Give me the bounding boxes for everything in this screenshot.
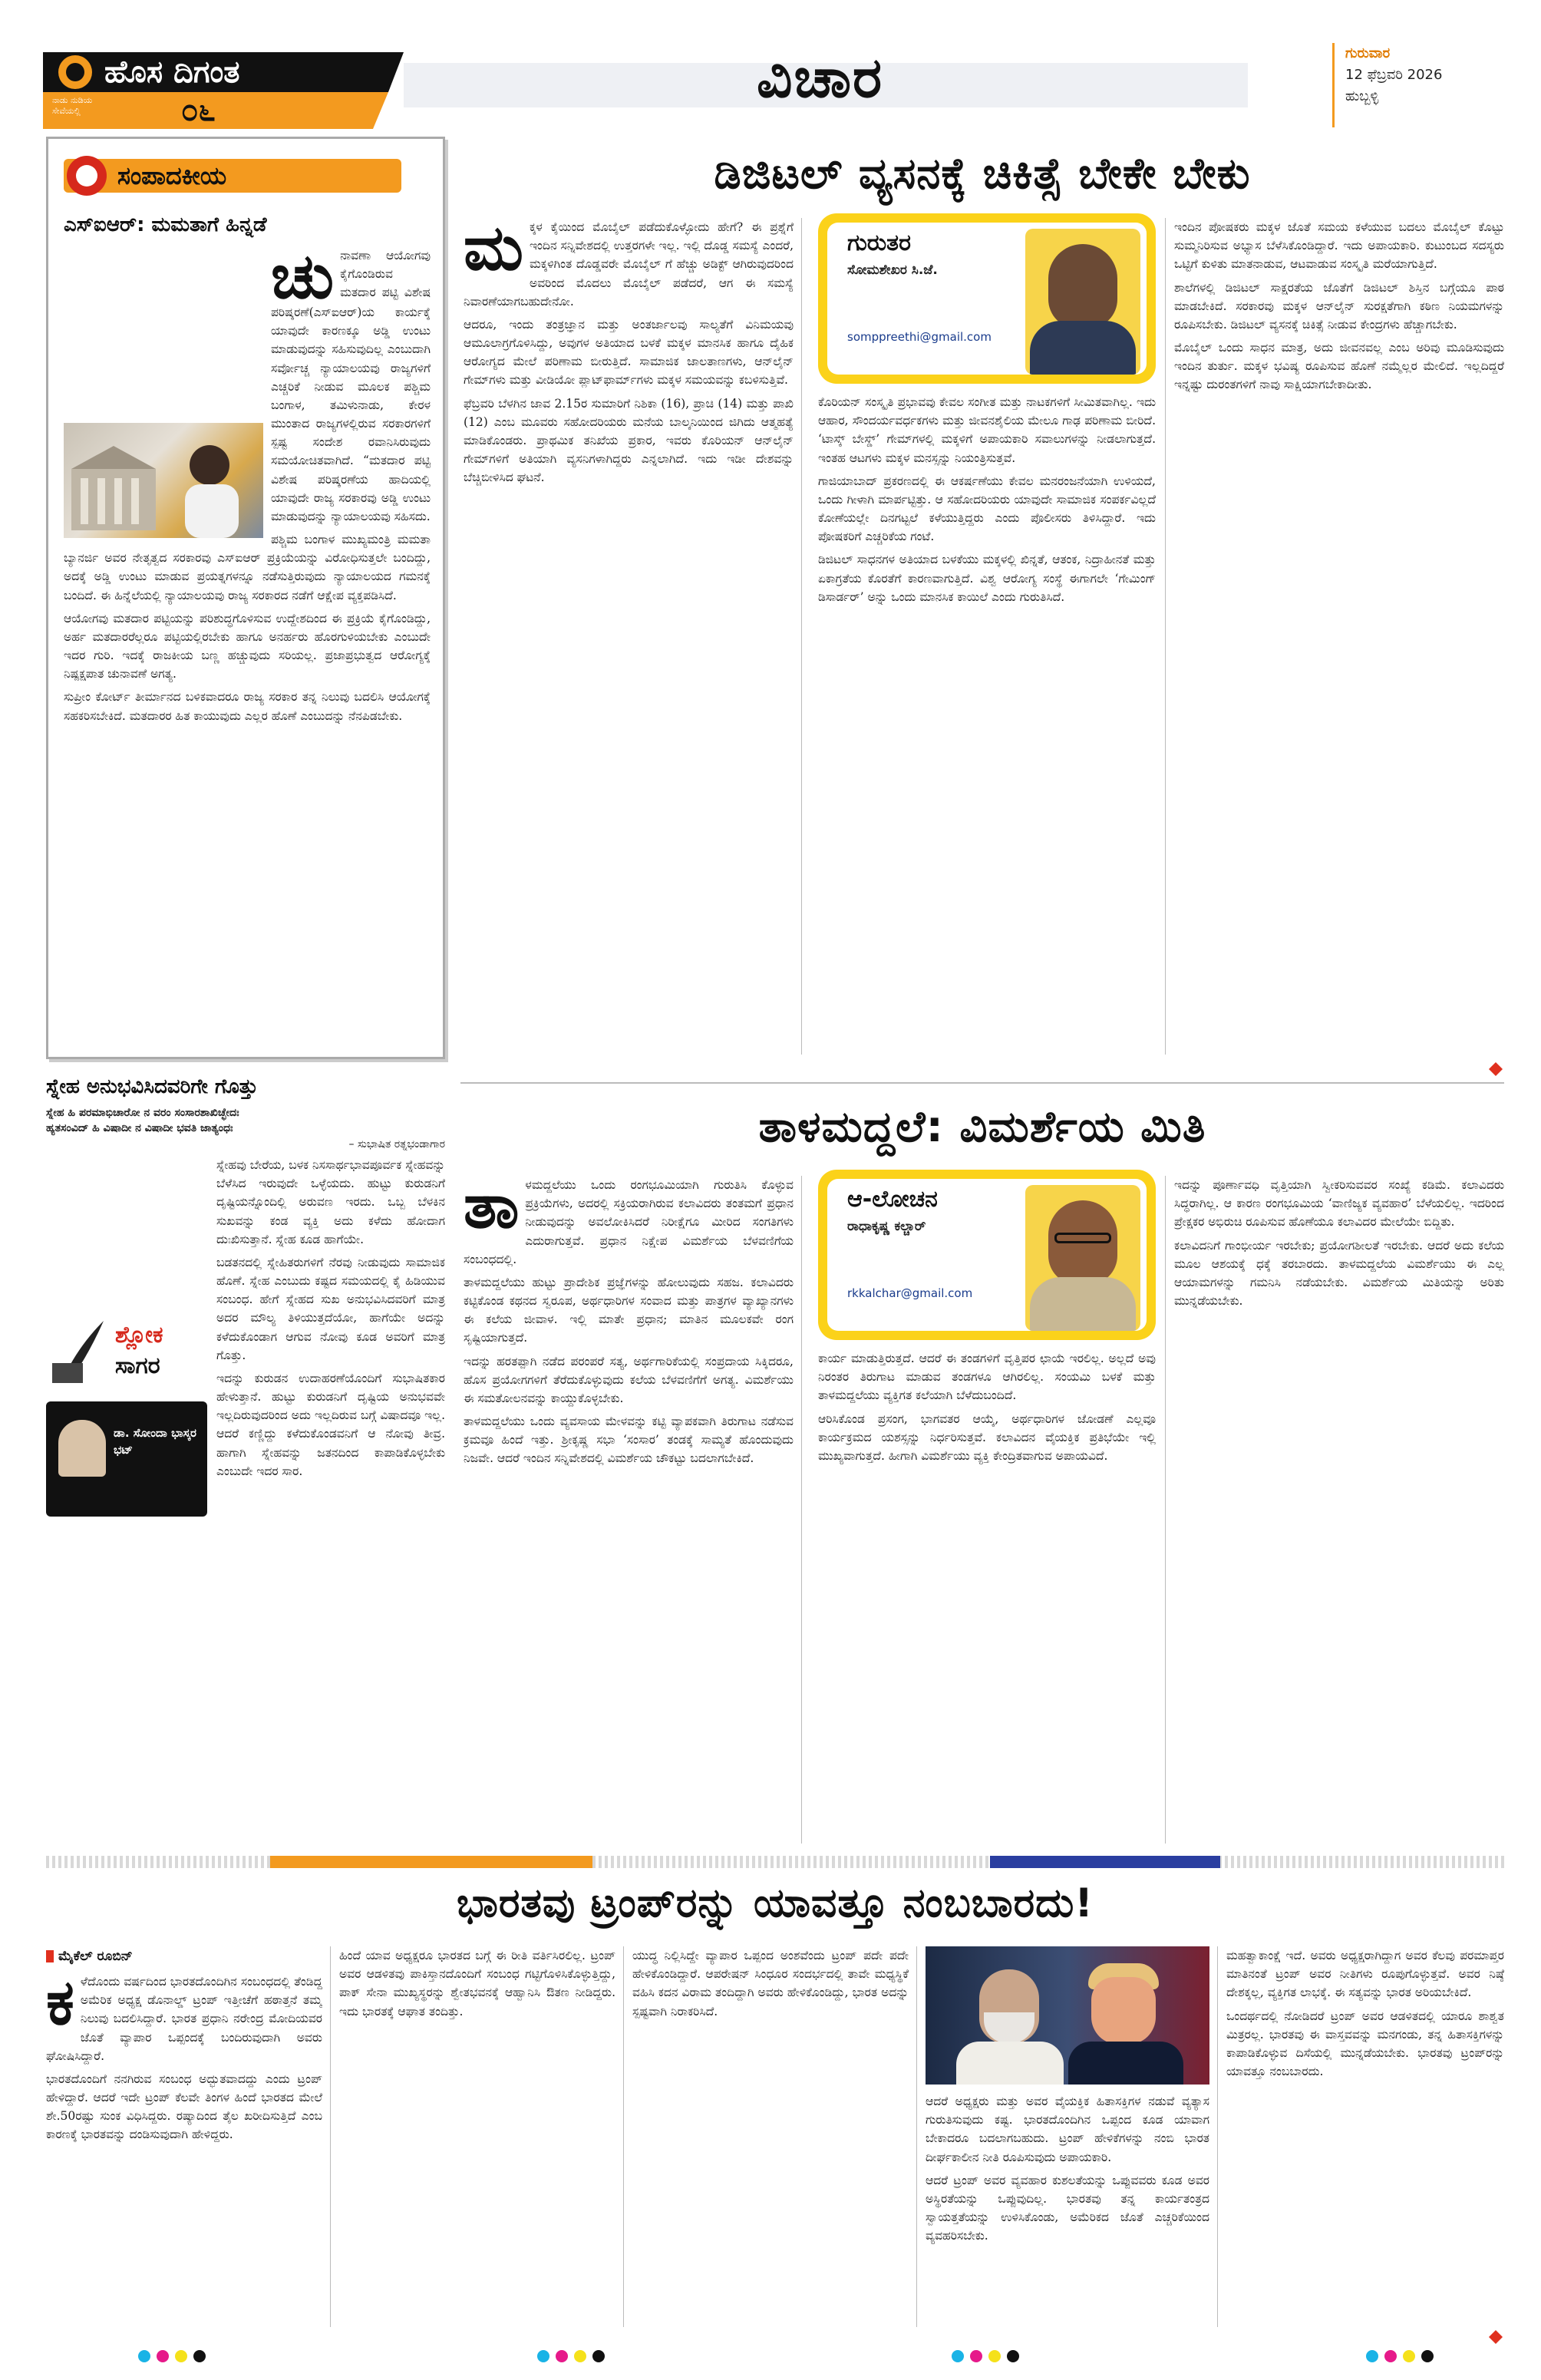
city-label: ಹುಬ್ಬಳ್ಳಿ	[1345, 88, 1379, 104]
article3-paragraph: ಹಿಂದೆ ಯಾವ ಅಧ್ಯಕ್ಷರೂ ಭಾರತದ ಬಗ್ಗೆ ಈ ರೀತಿ ವರ್ತಿಸಿರಲಿಲ್ಲ. ಟ್ರಂಪ್ ಅವರ ಆಡಳಿತವು ಪಾಕಿಸ್ತಾನದೊಂದಿಗೆ ಸಂಬಂಧ ಗಟ್ಟಿಗೊಳಿಸಿಕೊಳ್ಳುತ್ತಿದ್ದು, ಪಾಕ್ ಸೇನಾ ಮುಖ್ಯಸ್ಥರನ್ನು ಶ್ವೇತಭವನಕ್ಕೆ ಆಹ್ವಾನಿಸಿ ಔತಣ ನೀಡಿದ್ದರು. ಇದು ಭಾರತಕ್ಕೆ ಆಘಾತ ತಂದಿತ್ತು.	[339, 1949, 615, 2019]
article1-column-name: ಗುರುತರ	[847, 229, 911, 256]
logo-tagline: ನಾಡು ನುಡಿಯ ಸೇವೆಯಲ್ಲಿ	[52, 95, 93, 116]
article1-headline: ಡಿಜಿಟಲ್ ವ್ಯಸನಕ್ಕೆ ಚಿಕಿತ್ಸೆ ಬೇಕೇ ಬೇಕು	[714, 149, 1251, 199]
article3-paragraph: ಮಹತ್ವಾಕಾಂಕ್ಷೆ ಇದೆ. ಅವರು ಅಧ್ಯಕ್ಷರಾಗಿದ್ದಾಗ ಅವರ ಕೆಲವು ಪರಮಾಪ್ತರ ಮಾತಿನಂತೆ ಟ್ರಂಪ್ ಅವರ ನೀತಿಗಳು ರೂಪುಗೊಳ್ಳುತ್ತವೆ. ಅವರ ನಿಷ್ಠೆ ದೇಶಕ್ಕಲ್ಲ, ವ್ಯಕ್ತಿಗತ ಲಾಭಕ್ಕೆ. ಈ ಸತ್ಯವನ್ನು ಭಾರತ ಅರಿಯಬೇಕಿದೆ.	[1226, 1949, 1504, 2000]
article3-column-2	[339, 1946, 615, 2327]
poem-paragraph: ಇದನ್ನು ಕುರುಡನ ಉದಾಹರಣೆಯೊಂದಿಗೆ ಸುಭಾಷಿತಕಾರ ಹೇಳುತ್ತಾನೆ. ಹುಟ್ಟು ಕುರುಡನಿಗೆ ದೃಷ್ಟಿಯ ಅನುಭವವೇ ಇಲ್ಲದಿರುವುದರಿಂದ ಅದು ಇಲ್ಲದಿರುವ ಬಗ್ಗೆ ವಿಷಾದವೂ ಇಲ್ಲ. ಆದರೆ ಕಣ್ಣಿದ್ದು ಕಳೆದುಕೊಂಡವನಿಗೆ ಆ ನೋವು ತೀವ್ರ. ಹಾಗಾಗಿ ಸ್ನೇಹವನ್ನು ಜತನದಿಂದ ಕಾಪಾಡಿಕೊಳ್ಳಬೇಕು ಎಂಬುದೇ ಇದರ ಸಾರ.	[216, 1371, 445, 1478]
poem-column-name-2: ಸಾಗರ	[115, 1352, 160, 1379]
author-marker-icon	[46, 1950, 54, 1962]
reg-dot-cyan	[537, 2350, 549, 2362]
court-building-illustration	[64, 423, 263, 538]
reg-dot-magenta	[157, 2350, 169, 2362]
quill-ink-icon	[46, 1317, 107, 1386]
article1-paragraph: ಡಿಜಿಟಲ್ ಸಾಧನಗಳ ಅತಿಯಾದ ಬಳಕೆಯು ಮಕ್ಕಳಲ್ಲಿ ಖಿನ್ನತೆ, ಆತಂಕ, ನಿದ್ರಾಹೀನತೆ ಮತ್ತು ಏಕಾಗ್ರತೆಯ ಕೊರತೆಗೆ ಕಾರಣವಾಗುತ್ತಿದೆ. ವಿಶ್ವ ಆರೋಗ್ಯ ಸಂಸ್ಥೆ ಈಗಾಗಲೇ ‘ಗೇಮಿಂಗ್ ಡಿಸಾರ್ಡರ್’ ಅನ್ನು ಒಂದು ಮಾನಸಿಕ ಕಾಯಿಲೆ ಎಂದು ಗುರುತಿಸಿದೆ.	[818, 553, 1156, 604]
poem-attribution: – ಸುಭಾಷಿತ ರತ್ನಭಂಡಾಗಾರ	[348, 1138, 445, 1150]
article1-paragraph: ಫೆಬ್ರವರಿ ಬೆಳಗಿನ ಜಾವ 2.15ರ ಸುಮಾರಿಗೆ ನಿಶಿಕಾ (16), ಪ್ರಾಚಿ (14) ಮತ್ತು ಪಾಖಿ (12) ಎಂಬ ಮೂವರು ಸಹೋದರಿಯರು ಮನೆಯ ಬಾಲ್ಕನಿಯಿಂದ ಜಿಗಿದು ಆತ್ಮಹತ್ಯೆ ಮಾಡಿಕೊಂಡರು. ಪ್ರಾಥಮಿಕ ತನಿಖೆಯ ಪ್ರಕಾರ, ಇವರು ಕೊರಿಯನ್ ಆನ್‌ಲೈನ್ ಗೇಮ್‌ಗಳಿಗೆ ಅತಿಯಾಗಿ ವ್ಯಸನಿಗಳಾಗಿದ್ದರು ಎನ್ನಲಾಗಿದೆ. ಇದು ಇಡೀ ದೇಶವನ್ನು ಬೆಚ್ಚಿಬೀಳಿಸಿದ ಘಟನೆ.	[464, 396, 794, 485]
article2-column-3	[1174, 1176, 1504, 1844]
reg-dot-yellow	[1403, 2350, 1415, 2362]
registration-marks-center-left	[537, 2350, 614, 2365]
author-shirt	[1030, 321, 1136, 375]
leader-1-body	[956, 2042, 1064, 2085]
column-divider	[1217, 1946, 1218, 2327]
article1-paragraph: ಇಂದಿನ ಪೋಷಕರು ಮಕ್ಕಳ ಜೊತೆ ಸಮಯ ಕಳೆಯುವ ಬದಲು ಮೊಬೈಲ್ ಕೊಟ್ಟು ಸುಮ್ಮನಿರಿಸುವ ಅಭ್ಯಾಸ ಬೆಳೆಸಿಕೊಂಡಿದ್ದಾರೆ. ಇದು ಅಪಾಯಕಾರಿ. ಕುಟುಂಬದ ಸದಸ್ಯರು ಒಟ್ಟಿಗೆ ಕುಳಿತು ಮಾತನಾಡುವ, ಆಟವಾಡುವ ಸಂಸ್ಕೃತಿ ಮರೆಯಾಗುತ್ತಿದೆ.	[1174, 220, 1504, 272]
article3-paragraph: ಆದರೆ ಅಧ್ಯಕ್ಷರು ಮತ್ತು ಅವರ ವೈಯಕ್ತಿಕ ಹಿತಾಸಕ್ತಿಗಳ ನಡುವೆ ವ್ಯತ್ಯಾಸ ಗುರುತಿಸುವುದು ಕಷ್ಟ. ಭಾರತದೊಂದಿಗಿನ ಒಪ್ಪಂದ ಕೂಡ ಯಾವಾಗ ಬೇಕಾದರೂ ಬದಲಾಗಬಹುದು. ಟ್ರಂಪ್ ಹೇಳಿಕೆಗಳನ್ನು ನಂಬಿ ಭಾರತ ದೀರ್ಘಕಾಲೀನ ನೀತಿ ರೂಪಿಸುವುದು ಅಪಾಯಕಾರಿ.	[926, 2094, 1209, 2164]
poem-author-name: ಡಾ. ಸೋಂದಾ ಭಾಸ್ಕರ ಭಟ್	[114, 1426, 196, 1457]
article3-photo	[926, 1946, 1209, 2085]
section-color-bar	[46, 1856, 1504, 1868]
day-label: ಗುರುವಾರ	[1345, 45, 1391, 61]
leader-2-body	[1068, 2042, 1183, 2085]
article1-paragraph: ಕೊರಿಯನ್ ಸಂಸ್ಕೃತಿ ಪ್ರಭಾವವು ಕೇವಲ ಸಂಗೀತ ಮತ್ತು ನಾಟಕಗಳಿಗೆ ಸೀಮಿತವಾಗಿಲ್ಲ. ಇದು ಆಹಾರ, ಸೌಂದರ್ಯವರ್ಧಕಗಳು ಮತ್ತು ಜೀವನಶೈಲಿಯ ಮೇಲೂ ಗಾಢ ಪರಿಣಾಮ ಬೀರಿದೆ. ‘ಟಾಸ್ಕ್ ಬೇಸ್ಡ್’ ಗೇಮ್‌ಗಳಲ್ಲಿ ಮಕ್ಕಳಿಗೆ ಅಪಾಯಕಾರಿ ಸವಾಲುಗಳನ್ನು ನೀಡಲಾಗುತ್ತದೆ. ಇಂತಹ ಆಟಗಳು ಮಕ್ಕಳ ಮನಸ್ಸನ್ನು ನಿಯಂತ್ರಿಸುತ್ತವೆ.	[818, 395, 1156, 465]
poem-column-badge	[46, 1317, 207, 1524]
logo-text: ಹೊಸ ದಿಗಂತ	[104, 54, 240, 90]
reg-dot-yellow	[988, 2350, 1001, 2362]
registration-marks-right	[1366, 2350, 1443, 2365]
article3-headline: ಭಾರತವು ಟ್ರಂಪ್‌ರನ್ನು ಯಾವತ್ತೂ ನಂಬಬಾರದು!	[456, 1880, 1094, 1926]
editorial-dropcap: ಚು	[271, 246, 335, 313]
article1-dropcap: ಮ	[464, 218, 523, 285]
page-number: ೦೬	[181, 93, 216, 128]
article2-headline: ತಾಳಮದ್ದಲೆ: ವಿಮರ್ಶೆಯ ಮಿತಿ	[758, 1102, 1206, 1152]
article3-author-name: ಮೈಕೆಲ್ ರೂಬಿನ್	[58, 1949, 133, 1964]
article1-author-name: ಸೋಮಶೇಖರ ಸಿ.ಜೆ.	[847, 262, 938, 278]
leader-2-head	[1091, 1977, 1156, 2045]
article1-author-photo	[1025, 229, 1140, 375]
article1-column-2	[818, 393, 1156, 1055]
article2-author-email: rkkalchar@gmail.com	[847, 1286, 973, 1300]
article3-column-4	[926, 2092, 1209, 2327]
author-shirt	[1030, 1277, 1136, 1331]
editorial-badge-text: ಸಂಪಾದಕೀಯ	[117, 161, 227, 190]
article3-paragraph: ಆದರೆ ಟ್ರಂಪ್ ಅವರ ವ್ಯವಹಾರ ಕುಶಲತೆಯನ್ನು ಒಪ್ಪುವವರು ಕೂಡ ಅವರ ಅಸ್ಥಿರತೆಯನ್ನು ಒಪ್ಪುವುದಿಲ್ಲ. ಭಾರತವು ತನ್ನ ಕಾರ್ಯತಂತ್ರದ ಸ್ವಾಯತ್ತತೆಯನ್ನು ಉಳಿಸಿಕೊಂಡು, ಅಮೆರಿಕದ ಜೊತೆ ಎಚ್ಚರಿಕೆಯಿಂದ ವ್ಯವಹರಿಸಬೇಕು.	[926, 2173, 1209, 2243]
reg-dot-cyan	[138, 2350, 150, 2362]
reg-dot-black	[592, 2350, 605, 2362]
editorial-paragraph: ಸುಪ್ರೀಂ ಕೋರ್ಟ್ ತೀರ್ಮಾನದ ಬಳಿಕವಾದರೂ ರಾಜ್ಯ ಸರಕಾರ ತನ್ನ ನಿಲುವು ಬದಲಿಸಿ ಆಯೋಗಕ್ಕೆ ಸಹಕರಿಸಬೇಕಿದೆ. ಮತದಾರರ ಹಿತ ಕಾಯುವುದು ಎಲ್ಲರ ಹೊಣೆ ಎಂಬುದನ್ನು ನೆನಪಿಡಬೇಕು.	[64, 690, 431, 723]
reg-dot-black	[1007, 2350, 1019, 2362]
article2-paragraph: ಇದನ್ನು ಹರತಪ್ಪಾಗಿ ನಡೆದ ಪರಂಪರೆ ಸತ್ಯ, ಅರ್ಥಗಾರಿಕೆಯಲ್ಲಿ ಸಂಪ್ರದಾಯ ಸಿಕ್ಕಿದರೂ, ಹೊಸ ಪ್ರಯೋಗಗಳಿಗೆ ತೆರೆದುಕೊಳ್ಳುವುದು ಕಲೆಯ ಬೆಳವಣಿಗೆಗೆ ಅಗತ್ಯ. ವಿಮರ್ಶೆಯು ಈ ಸಮತೋಲನವನ್ನು ಕಾಯ್ದುಕೊಳ್ಳಬೇಕು.	[464, 1354, 794, 1405]
end-diamond-icon	[1489, 1062, 1503, 1076]
reg-dot-cyan	[1366, 2350, 1378, 2362]
column-divider	[801, 1176, 802, 1844]
column-divider	[330, 1946, 331, 2327]
article2-column-name: ಆ-ಲೋಚನ	[847, 1186, 938, 1213]
poem-quote-2: ಹ್ಯತಸಂವಿದ್ ಹಿ ವಿಷಾದೀ ನ ವಿಷಾದೀ ಭವತಿ ಜಾತ್ಯಂಧಃ	[46, 1122, 233, 1134]
article2-dropcap: ತಾ	[464, 1176, 520, 1243]
editorial-headline: ಎಸ್ಐಆರ್: ಮಮತಾಗೆ ಹಿನ್ನಡೆ	[64, 213, 267, 236]
article1-paragraph: ಗಾಜಿಯಾಬಾದ್ ಪ್ರಕರಣದಲ್ಲಿ ಈ ಆಕರ್ಷಣೆಯು ಕೇವಲ ಮನರಂಜನೆಯಾಗಿ ಉಳಿಯದೆ, ಒಂದು ಗೀಳಾಗಿ ಮಾರ್ಪಟ್ಟಿತ್ತು. ಆ ಸಹೋದರಿಯರು ಯಾವುದೇ ಸಾಮಾಜಿಕ ಸಂಪರ್ಕವಿಲ್ಲದೆ ಕೋಣೆಯಲ್ಲೇ ದಿನಗಟ್ಟಲೆ ಕಳೆಯುತ್ತಿದ್ದರು ಎಂದು ಪೊಲೀಸರು ತಿಳಿಸಿದ್ದಾರೆ. ಇದು ಪೋಷಕರಿಗೆ ಎಚ್ಚರಿಕೆಯ ಗಂಟೆ.	[818, 474, 1156, 544]
color-bar-orange	[270, 1856, 592, 1868]
article1-author-bubble	[818, 213, 1156, 384]
reg-dot-cyan	[952, 2350, 964, 2362]
article2-paragraph: ಆರಿಸಿಕೊಂಡ ಪ್ರಸಂಗ, ಭಾಗವತರ ಆಯ್ಕೆ, ಅರ್ಥಧಾರಿಗಳ ಜೋಡಣೆ ಎಲ್ಲವೂ ಕಾರ್ಯಕ್ರಮದ ಯಶಸ್ಸನ್ನು ನಿರ್ಧರಿಸುತ್ತವೆ. ಕಲಾವಿದನ ವೈಯಕ್ತಿಕ ಪ್ರತಿಭೆಯೇ ಇಲ್ಲಿ ಮುಖ್ಯವಾಗುತ್ತದೆ. ಹೀಗಾಗಿ ವಿಮರ್ಶೆಯು ವ್ಯಕ್ತಿ ಕೇಂದ್ರಿತವಾಗುವ ಅಪಾಯವಿದೆ.	[818, 1411, 1156, 1463]
poem-author-photo	[46, 1401, 207, 1517]
logo-block	[43, 45, 404, 129]
article2-column-1	[464, 1176, 794, 1844]
article3-column-5	[1226, 1946, 1504, 2327]
article1-column-1	[464, 218, 794, 1055]
column-divider	[623, 1946, 624, 2327]
article2-author-bubble	[818, 1170, 1156, 1340]
article3-paragraph: ಒಂದರ್ಥದಲ್ಲಿ ನೋಡಿದರೆ ಟ್ರಂಪ್ ಅವರ ಆಡಳಿತದಲ್ಲಿ ಯಾರೂ ಶಾಶ್ವತ ಮಿತ್ರರಲ್ಲ. ಭಾರತವು ಈ ವಾಸ್ತವವನ್ನು ಮನಗಂಡು, ತನ್ನ ಹಿತಾಸಕ್ತಿಗಳನ್ನು ಕಾಪಾಡಿಕೊಳ್ಳುವ ದಿಸೆಯಲ್ಲಿ ಮುನ್ನಡೆಯಬೇಕು. ಭಾರತವು ಟ್ರಂಪ್‌ರನ್ನು ಯಾವತ್ತೂ ನಂಬಬಾರದು.	[1226, 2009, 1504, 2079]
reg-dot-black	[1421, 2350, 1434, 2362]
article2-author-name: ರಾಧಾಕೃಷ್ಣ ಕಲ್ಚಾರ್	[847, 1219, 926, 1234]
reg-dot-yellow	[574, 2350, 586, 2362]
editorial-image	[64, 423, 263, 538]
editorial-body	[64, 246, 431, 1045]
column-divider	[1165, 1176, 1166, 1844]
article2-paragraph: ಳಮದ್ದಲೆಯು ಒಂದು ರಂಗಭೂಮಿಯಾಗಿ ಗುರುತಿಸಿ ಕೊಳ್ಳುವ ಪ್ರಕ್ರಿಯೆಗಳು, ಅದರಲ್ಲಿ ಸಕ್ರಿಯರಾಗಿರುವ ಕಲಾವಿದರು ತಂತಮಗೆ ಪ್ರಧಾನ ನೀಡುವುದನ್ನು ಅವಲೋಕಿಸಿದರೆ ನಿರೀಕ್ಷೆಗೂ ಮೀರಿದ ಸಂಗತಿಗಳು ಎದುರಾಗುತ್ತವೆ. ಪ್ರಧಾನ ನಿಕ್ಷೇಪ ವಿಮರ್ಶೆಯ ಬೆಳವಣಿಗೆಯ ಸಂಬಂಧದಲ್ಲಿ.	[464, 1178, 794, 1266]
editorial-paragraph: ಪಶ್ಚಿಮ ಬಂಗಾಳ ಮುಖ್ಯಮಂತ್ರಿ ಮಮತಾ ಬ್ಯಾನರ್ಜಿ ಅವರ ನೇತೃತ್ವದ ಸರಕಾರವು ಎಸ್ಐಆರ್ ಪ್ರಕ್ರಿಯೆಯನ್ನು ವಿರೋಧಿಸುತ್ತಲೇ ಬಂದಿದ್ದು, ಅದಕ್ಕೆ ಅಡ್ಡಿ ಉಂಟು ಮಾಡುವ ಪ್ರಯತ್ನಗಳನ್ನೂ ನಡೆಸುತ್ತಿರುವುದು ನ್ಯಾಯಾಲಯದ ಗಮನಕ್ಕೆ ಬಂದಿದೆ. ಈ ಹಿನ್ನೆಲೆಯಲ್ಲಿ ನ್ಯಾಯಾಲಯವು ರಾಜ್ಯ ಸರಕಾರದ ನಡೆಗೆ ಆಕ್ಷೇಪ ವ್ಯಕ್ತಪಡಿಸಿದೆ.	[64, 533, 431, 602]
registration-marks-left	[138, 2350, 215, 2365]
editorial-box	[46, 137, 445, 1059]
editorial-paragraph: ನಾವಣಾ ಆಯೋಗವು ಕೈಗೊಂಡಿರುವ ಮತದಾರ ಪಟ್ಟಿ ವಿಶೇಷ ಪರಿಷ್ಕರಣೆ(ಎಸ್ಐಆರ್)ಯ ಕಾರ್ಯಕ್ಕೆ ಯಾವುದೇ ಕಾರಣಕ್ಕೂ ಅಡ್ಡಿ ಉಂಟು ಮಾಡುವುದನ್ನು ಸಹಿಸುವುದಿಲ್ಲ ಎಂಬುದಾಗಿ ಸರ್ವೋಚ್ಚ ನ್ಯಾಯಾಲಯವು ರಾಜ್ಯಗಳಿಗೆ ಎಚ್ಚರಿಕೆ ನೀಡುವ ಮೂಲಕ ಪಶ್ಚಿಮ ಬಂಗಾಳ, ತಮಿಳುನಾಡು, ಕೇರಳ ಮುಂತಾದ ರಾಜ್ಯಗಳಲ್ಲಿರುವ ಸರಕಾರಗಳಿಗೆ ಸ್ಪಷ್ಟ ಸಂದೇಶ ರವಾನಿಸಿರುವುದು ಸಮಯೋಚಿತವಾಗಿದೆ. “ಮತದಾರ ಪಟ್ಟಿ ವಿಶೇಷ ಪರಿಷ್ಕರಣೆಯ ಹಾದಿಯಲ್ಲಿ ಯಾವುದೇ ರಾಜ್ಯ ಸರಕಾರವು ಅಡ್ಡಿ ಉಂಟು ಮಾಡುವುದನ್ನು ನ್ಯಾಯಾಲಯವು ಸಹಿಸದು.	[271, 249, 431, 523]
poem-column-name-1: ಶ್ಲೋಕ	[115, 1322, 163, 1348]
editorial-paragraph: ಆಯೋಗವು ಮತದಾರ ಪಟ್ಟಿಯನ್ನು ಪರಿಶುದ್ಧಗೊಳಿಸುವ ಉದ್ದೇಶದಿಂದ ಈ ಪ್ರಕ್ರಿಯೆ ಕೈಗೊಂಡಿದ್ದು, ಅರ್ಹ ಮತದಾರರೆಲ್ಲರೂ ಪಟ್ಟಿಯಲ್ಲಿರಬೇಕು ಹಾಗೂ ಅನರ್ಹರು ಹೊರಗುಳಿಯಬೇಕು ಎಂಬುದೇ ಇದರ ಗುರಿ. ಇದಕ್ಕೆ ರಾಜಕೀಯ ಬಣ್ಣ ಹಚ್ಚುವುದು ಸರಿಯಲ್ಲ. ಪ್ರಜಾಪ್ರಭುತ್ವದ ಆರೋಗ್ಯಕ್ಕೆ ನಿಷ್ಪಕ್ಷಪಾತ ಚುನಾವಣೆ ಅಗತ್ಯ.	[64, 611, 431, 682]
poem-section	[46, 1073, 445, 1840]
poem-paragraph: ಸ್ನೇಹವು ಬೇರೆಯ, ಬಳಕ ನಿಸಸಾರ್ಥಭಾವಪೂರ್ವಕ ಸ್ನೇಹವನ್ನು ಬೆಳೆಸಿದ ಇರುವುದೇ ಒಳ್ಳೆಯದು. ಹುಟ್ಟು ಕುರುಡನಿಗೆ ದೃಷ್ಟಿಯನ್ನೊಂದಿಲ್ಲಿ ಅರುವಣ ಇರದು. ಒಬ್ಬ ಬೆಳಕಿನ ಸುಖವನ್ನು ಕಂಡ ವ್ಯಕ್ತಿ ಅದು ಕಳೆದು ಹೋದಾಗ ದುಃಖಿಸುತ್ತಾನೆ. ಸ್ನೇಹ ಕೂಡ ಹಾಗೆಯೇ.	[216, 1158, 445, 1246]
article1-author-email: somppreethi@gmail.com	[847, 330, 992, 344]
article3-column-1	[46, 1946, 322, 2327]
reg-dot-magenta	[970, 2350, 982, 2362]
reg-dot-magenta	[556, 2350, 568, 2362]
article2-paragraph: ತಾಳಮದ್ದಲೆಯು ಒಂದು ವ್ಯವಸಾಯ ಮೇಳವನ್ನು ಕಟ್ಟಿ ವ್ಯಾಪಕವಾಗಿ ತಿರುಗಾಟ ನಡೆಸುವ ಕ್ರಮವೂ ಹಿಂದೆ ಇತ್ತು. ಶ್ರೀಕೃಷ್ಣ ಸಭಾ ‘ಸಂಸಾರ’ ತಂಡಕ್ಕೆ ಸಾಮ್ಯತೆ ಹೊಂದುವುದು ನಿಜವೇ. ಆದರೆ ಇಂದಿನ ಸನ್ನಿವೇಶದಲ್ಲಿ ವಿಮರ್ಶೆಯ ಚೌಕಟ್ಟು ಬದಲಾಗಬೇಕಿದೆ.	[464, 1414, 794, 1466]
article2-column-2	[818, 1349, 1156, 1844]
article2-paragraph: ಕಲಾವಿದನಿಗೆ ಗಾಂಭೀರ್ಯ ಇರಬೇಕು; ಪ್ರಯೋಗಶೀಲತೆ ಇರಬೇಕು. ಆದರೆ ಅದು ಕಲೆಯ ಮೂಲ ಆಶಯಕ್ಕೆ ಧಕ್ಕೆ ತರಬಾರದು. ತಾಳಮದ್ದಲೆಯ ವಿಮರ್ಶೆಯು ಈ ಎಲ್ಲ ಆಯಾಮಗಳನ್ನು ಗಮನಿಸಿ ನಡೆಯಬೇಕು. ವಿಮರ್ಶೆಯ ಮಿತಿಯನ್ನು ಅರಿತು ಮುನ್ನಡೆಯಬೇಕು.	[1174, 1238, 1504, 1309]
author-avatar	[58, 1420, 106, 1477]
column-divider	[801, 218, 802, 1055]
article3-paragraph: ಳೆದೊಂದು ವರ್ಷದಿಂದ ಭಾರತದೊಂದಿಗಿನ ಸಂಬಂಧದಲ್ಲಿ ತೆಂಡಿದ್ದ ಅಮೆರಿಕ ಅಧ್ಯಕ್ಷ ಡೊನಾಲ್ಡ್ ಟ್ರಂಪ್ ಇತ್ತೀಚೆಗೆ ಹಠಾತ್ತನೆ ತಮ್ಮ ನಿಲುವು ಬದಲಿಸಿದ್ದಾರೆ. ಭಾರತ ಪ್ರಧಾನಿ ನರೇಂದ್ರ ಮೋದಿಯವರ ಜೊತೆ ವ್ಯಾಪಾರ ಒಪ್ಪಂದಕ್ಕೆ ಬಂದಿರುವುದಾಗಿ ಅವರು ಘೋಷಿಸಿದ್ದಾರೆ.	[46, 1975, 322, 2063]
article2-paragraph: ತಾಳಮದ್ದಲೆಯು ಹುಟ್ಟು ಪ್ರಾದೇಶಿಕ ಪ್ರಜ್ಞೆಗಳನ್ನು ಹೋಲುವುದು ಸಹಜ. ಕಲಾವಿದರು ಕಟ್ಟಿಕೊಂಡ ಕಥನದ ಸ್ವರೂಪ, ಅರ್ಥಧಾರಿಗಳ ಸಂವಾದ ಮತ್ತು ಪಾತ್ರಗಳ ವ್ಯಾಖ್ಯಾನಗಳು ಈ ಕಲೆಯ ಜೀವಾಳ. ಇಲ್ಲಿ ಮಾತೇ ಪ್ರಧಾನ; ಮಾತಿನ ಮೂಲಕವೇ ರಂಗ ಸೃಷ್ಟಿಯಾಗುತ್ತದೆ.	[464, 1275, 794, 1345]
poem-paragraph: ಬಡತನದಲ್ಲಿ ಸ್ನೇಹಿತರುಗಳಿಗೆ ನೆರವು ನೀಡುವುದು ಸಾಮಾಜಿಕ ಹೊಣೆ. ಸ್ನೇಹ ಎಂಬುದು ಕಷ್ಟದ ಸಮಯದಲ್ಲಿ ಕೈ ಹಿಡಿಯುವ ಸಂಬಂಧ. ಹೇಗೆ ಸ್ನೇಹದ ಸುಖ ಅನುಭವಿಸಿದವರಿಗೆ ಮಾತ್ರ ಅದರ ಮೌಲ್ಯ ತಿಳಿಯುತ್ತದೆಯೋ, ಹಾಗೆಯೇ ಅದನ್ನು ಕಳೆದುಕೊಂಡಾಗ ಆಗುವ ನೋವು ಕೂಡ ಅವರಿಗೆ ಮಾತ್ರ ಗೊತ್ತು.	[216, 1255, 445, 1362]
color-bar-blue	[990, 1856, 1220, 1868]
section-title: ವಿಚಾರ	[757, 45, 884, 110]
article3-paragraph: ಭಾರತದೊಂದಿಗೆ ನನಗಿರುವ ಸಂಬಂಧ ಅದ್ಭುತವಾದದ್ದು ಎಂದು ಟ್ರಂಪ್ ಹೇಳಿದ್ದಾರೆ. ಆದರೆ ಇದೇ ಟ್ರಂಪ್ ಕೆಲವೇ ತಿಂಗಳ ಹಿಂದೆ ಭಾರತದ ಮೇಲೆ ಶೇ.50ರಷ್ಟು ಸುಂಕ ವಿಧಿಸಿದ್ದರು. ರಷ್ಯಾದಿಂದ ತೈಲ ಖರೀದಿಸುತ್ತಿದೆ ಎಂಬ ಕಾರಣಕ್ಕೆ ಭಾರತವನ್ನು ದಂಡಿಸುವುದಾಗಿ ಹೇಳಿದ್ದರು.	[46, 2071, 322, 2142]
end-diamond-icon	[1489, 2330, 1503, 2344]
date-label: 12 ಫೆಬ್ರವರಿ 2026	[1345, 67, 1443, 83]
reg-dot-yellow	[175, 2350, 187, 2362]
reg-dot-black	[193, 2350, 206, 2362]
reg-dot-magenta	[1384, 2350, 1397, 2362]
article2-paragraph: ಕಾರ್ಯ ಮಾಡುತ್ತಿರುತ್ತದೆ. ಆದರೆ ಈ ತಂಡಗಳಿಗೆ ವೃತ್ತಿಪರ ಛಾಯೆ ಇರಲಿಲ್ಲ. ಅಲ್ಲದೆ ಅವು ನಿರಂತರ ತಿರುಗಾಟ ಮಾಡುವ ತಂಡಗಳೂ ಆಗಿರಲಿಲ್ಲ. ಸಂಯಮಿ ಬಳಕೆ ಮತ್ತು ತಾಳಮದ್ದಲೆಯು ವ್ಯಕ್ತಿಗತ ಕಲೆಯಾಗಿ ಬೆಳೆದುಬಂದಿದೆ.	[818, 1352, 1156, 1403]
author-glasses	[1054, 1233, 1111, 1243]
article3-paragraph: ಯುದ್ಧ ನಿಲ್ಲಿಸಿದ್ದೇ ವ್ಯಾಪಾರ ಒಪ್ಪಂದ ಅಂಶವೆಂದು ಟ್ರಂಪ್ ಪದೇ ಪದೇ ಹೇಳಿಕೊಂಡಿದ್ದಾರೆ. ಆಪರೇಷನ್ ಸಿಂಧೂರ ಸಂದರ್ಭದಲ್ಲಿ ತಾವೇ ಮಧ್ಯಸ್ಥಿಕೆ ವಹಿಸಿ ಕದನ ವಿರಾಮ ತಂದಿದ್ದಾಗಿ ಅವರು ಹೇಳಿಕೊಂಡಿದ್ದು, ಭಾರತ ಅದನ್ನು ಸ್ಪಷ್ಟವಾಗಿ ನಿರಾಕರಿಸಿದೆ.	[632, 1949, 909, 2019]
column-divider	[916, 1946, 917, 2327]
date-block	[1332, 43, 1501, 127]
poem-quote-1: ಸ್ನೇಹ ಹಿ ಪರಮಾಭಿಚಾರೋ ನ ವರಂ ಸಂಸಾರಶಾಖಿಚ್ಛೇದಃ	[46, 1107, 239, 1119]
article3-column-3	[632, 1946, 909, 2327]
editorial-badge	[64, 154, 424, 197]
article1-paragraph: ಶಾಲೆಗಳಲ್ಲಿ ಡಿಜಿಟಲ್ ಸಾಕ್ಷರತೆಯ ಜೊತೆಗೆ ಡಿಜಿಟಲ್ ಶಿಸ್ತಿನ ಬಗ್ಗೆಯೂ ಪಾಠ ಮಾಡಬೇಕಿದೆ. ಸರಕಾರವು ಮಕ್ಕಳ ಆನ್‌ಲೈನ್ ಸುರಕ್ಷತೆಗಾಗಿ ಕಠಿಣ ನಿಯಮಗಳನ್ನು ರೂಪಿಸಬೇಕು. ಡಿಜಿಟಲ್ ವ್ಯಸನಕ್ಕೆ ಚಿಕಿತ್ಸೆ ನೀಡುವ ಕೇಂದ್ರಗಳು ಹೆಚ್ಚಾಗಬೇಕು.	[1174, 280, 1504, 332]
poem-title: ಸ್ನೇಹ ಅನುಭವಿಸಿದವರಿಗೇ ಗೊತ್ತು	[46, 1075, 258, 1098]
section-divider	[460, 1082, 1504, 1084]
article1-paragraph: ಕ್ಕಳ ಕೈಯಿಂದ ಮೊಬೈಲ್ ಪಡೆದುಕೊಳ್ಳೋದು ಹೇಗೆ? ಈ ಪ್ರಶ್ನೆಗೆ ಇಂದಿನ ಸನ್ನಿವೇಶದಲ್ಲಿ ಉತ್ತರಗಳೇ ಇಲ್ಲ. ಇಲ್ಲಿ ದೊಡ್ಡ ಸಮಸ್ಯೆ ಎಂದರೆ, ಮಕ್ಕಳಿಗಿಂತ ದೊಡ್ಡವರೇ ಮೊಬೈಲ್ ಗೆ ಹೆಚ್ಚು ಅಡಿಕ್ಟ್ ಆಗಿರುವುದರಿಂದ ಅವರಿಂದ ಮೊದಲು ಮೊಬೈಲ್ ಪಡೆದರೆ, ಆಗ ಈ ಸಮಸ್ಯೆ ನಿವಾರಣೆಯಾಗಬಹುದೇನೋ.	[464, 220, 794, 309]
column-divider	[1165, 218, 1166, 1055]
author-face	[1048, 244, 1117, 328]
article1-paragraph: ಮೊಬೈಲ್ ಒಂದು ಸಾಧನ ಮಾತ್ರ, ಅದು ಜೀವನವಲ್ಲ ಎಂಬ ಅರಿವು ಮೂಡಿಸುವುದು ಇಂದಿನ ತುರ್ತು. ಮಕ್ಕಳ ಭವಿಷ್ಯ ರೂಪಿಸುವ ಹೊಣೆ ನಮ್ಮೆಲ್ಲರ ಮೇಲಿದೆ. ಇಲ್ಲದಿದ್ದರೆ ಇನ್ನಷ್ಟು ದುರಂತಗಳಿಗೆ ನಾವು ಸಾಕ್ಷಿಯಾಗಬೇಕಾದೀತು.	[1174, 341, 1504, 392]
registration-marks-center-right	[952, 2350, 1028, 2365]
masthead	[43, 37, 1501, 130]
article2-paragraph: ಇದನ್ನು ಪೂರ್ಣಾವಧಿ ವೃತ್ತಿಯಾಗಿ ಸ್ವೀಕರಿಸುವವರ ಸಂಖ್ಯೆ ಕಡಿಮೆ. ಕಲಾವಿದರು ಸಿದ್ಧರಾಗಿಲ್ಲ. ಆ ಕಾರಣ ರಂಗಭೂಮಿಯ ‘ವಾಣಿಜ್ಯಕ ವ್ಯವಹಾರ’ ಬೆಳೆಯಲಿಲ್ಲ. ಇದರಿಂದ ಪ್ರೇಕ್ಷಕರ ಅಭಿರುಚಿ ರೂಪಿಸುವ ಹೊಣೆಯೂ ಕಲಾವಿದರ ಮೇಲೆಯೇ ಬಿದ್ದಿತು.	[1174, 1178, 1504, 1230]
article1-paragraph: ಆದರೂ, ಇಂದು ತಂತ್ರಜ್ಞಾನ ಮತ್ತು ಅಂತರ್ಜಾಲವು ಸಾಲ್ಯತೆಗೆ ವಿನಿಮಯವು ಆಮೂಲಾಗ್ರಗೊಳಿಸಿದ್ದು, ಅವುಗಳ ಅತಿಯಾದ ಬಳಕೆ ಮಕ್ಕಳ ಮಾನಸಿಕ ಹಾಗೂ ದೈಹಿಕ ಆರೋಗ್ಯದ ಮೇಲೆ ಪರಿಣಾಮ ಬೀರುತ್ತಿದೆ. ಸಾಮಾಜಿಕ ಜಾಲತಾಣಗಳು, ಆನ್‌ಲೈನ್ ಗೇಮ್‌ಗಳು ಮತ್ತು ವೀಡಿಯೋ ಪ್ಲಾಟ್‌ಫಾರ್ಮ್‌ಗಳು ಮಕ್ಕಳ ಸಮಯವನ್ನು ಕಬಳಿಸುತ್ತಿವೆ.	[464, 317, 794, 388]
article1-column-3	[1174, 218, 1504, 1055]
article3-dropcap: ಕ	[46, 1966, 74, 2039]
article3-author	[46, 1946, 322, 1966]
article2-author-photo	[1025, 1185, 1140, 1331]
